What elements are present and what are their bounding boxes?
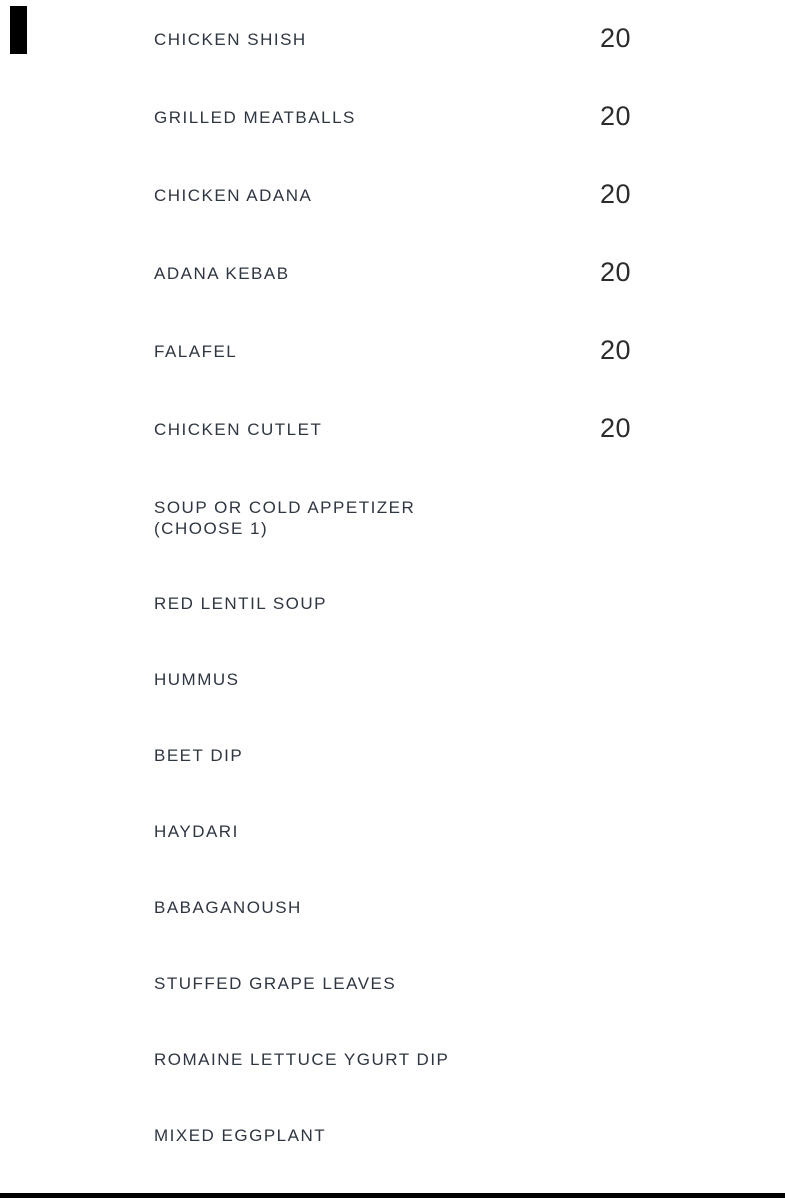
menu-item-row: [0, 897, 785, 919]
menu-item-row: [0, 973, 785, 995]
menu-item-price: 20: [600, 23, 632, 53]
menu-item-row: [0, 1125, 785, 1147]
menu-item-price: 20: [600, 335, 632, 365]
menu-item-row: [0, 413, 785, 443]
menu-item-label: BEET DIP: [154, 746, 244, 765]
menu-item-label: HAYDARI: [154, 822, 239, 841]
menu-item-price: 20: [600, 257, 632, 287]
menu-item-label: ADANA KEBAB: [154, 264, 290, 283]
menu-item-row: [0, 179, 785, 209]
menu-item-label: RED LENTIL SOUP: [154, 594, 328, 613]
menu-item-price: 20: [600, 413, 632, 443]
menu-item-row: [0, 821, 785, 843]
menu-item-row: [0, 497, 785, 538]
menu-item-row: [0, 745, 785, 767]
menu-item-label: GRILLED MEATBALLS: [154, 108, 356, 127]
menu-item-label: BABAGANOUSH: [154, 898, 302, 917]
menu-item-label: ROMAINE LETTUCE YGURT DIP: [154, 1050, 450, 1069]
menu-item-label: HUMMUS: [154, 670, 240, 689]
menu-item-label-line2: (CHOOSE 1): [154, 519, 269, 538]
menu-item-row: [0, 101, 785, 131]
menu-item-row: [0, 23, 785, 53]
menu-item-label: CHICKEN CUTLET: [154, 420, 323, 439]
menu-item-label: MIXED EGGPLANT: [154, 1126, 327, 1145]
menu-item-price: 20: [600, 179, 632, 209]
menu-item-label: STUFFED GRAPE LEAVES: [154, 974, 397, 993]
menu-item-label: CHICKEN SHISH: [154, 30, 307, 49]
menu-item-row: [0, 1049, 785, 1071]
menu-item-price: 20: [600, 101, 632, 131]
menu-item-label: FALAFEL: [154, 342, 238, 361]
menu-item-row: [0, 669, 785, 691]
bottom-bar: [0, 1193, 785, 1198]
menu-item-label: SOUP OR COLD APPETIZER: [154, 498, 416, 517]
menu-item-row: [0, 593, 785, 615]
menu-item-label: CHICKEN ADANA: [154, 186, 313, 205]
menu-item-row: [0, 257, 785, 287]
menu-item-row: [0, 335, 785, 365]
